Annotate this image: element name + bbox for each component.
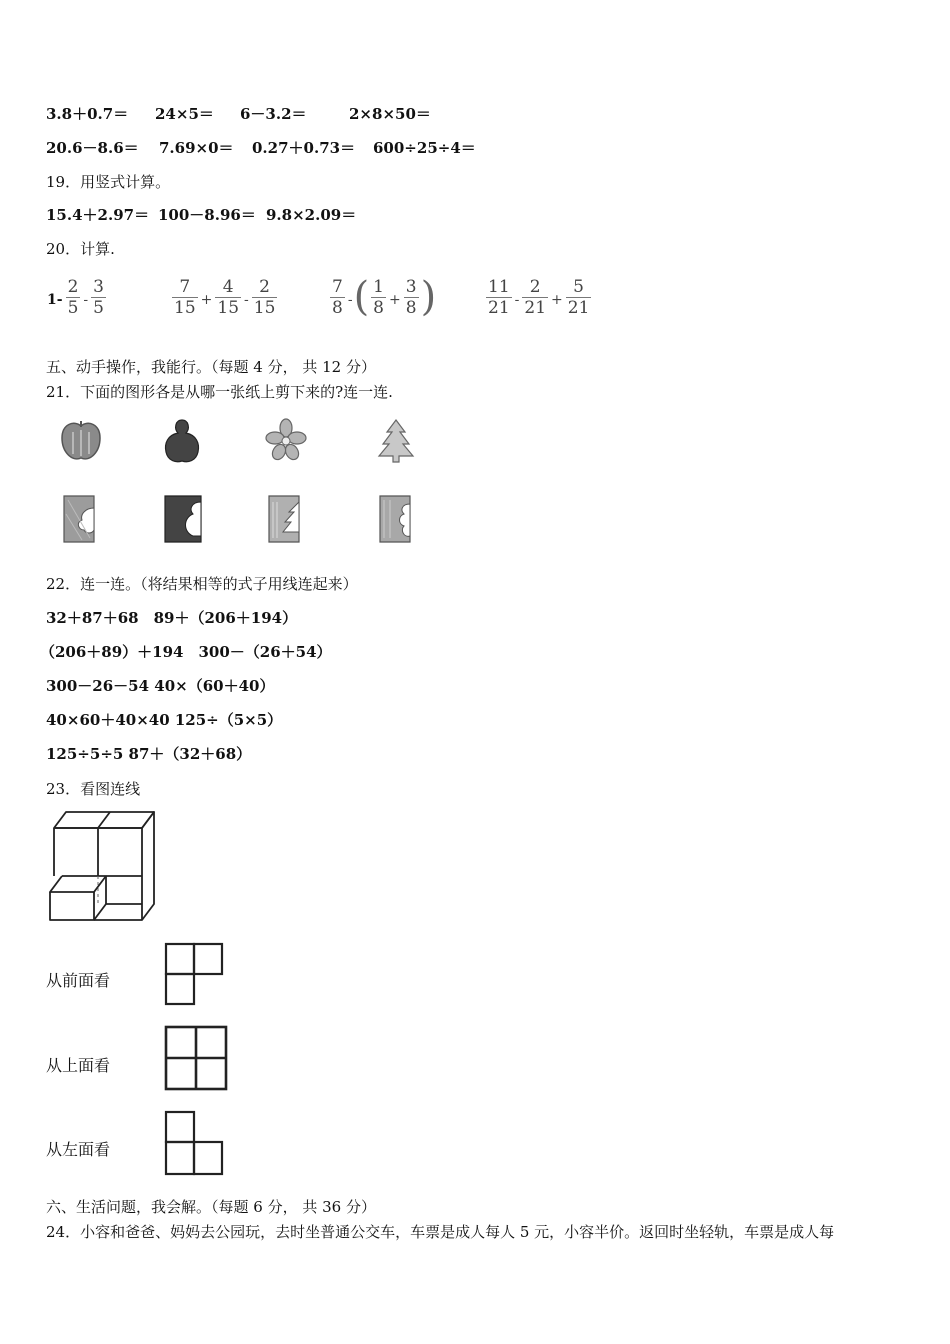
q21-title: 21．下面的图形各是从哪一张纸上剪下来的?连一连. [46,383,393,401]
q22-row-3: 300－26－54 40×（60＋40） [46,677,275,695]
left-view-grid [162,1108,226,1178]
view-label-left: 从左面看 [46,1140,111,1159]
fraction-expression-2: 7 15 + $\frac{4}{15}$ - 2 15 [174,276,276,318]
calc-item: 7.69×0＝ [159,139,234,157]
fraction: 7 8 [332,276,343,318]
q22-row-5: 125÷5÷5 87＋（32＋68） [46,745,252,763]
q19-items [46,204,356,225]
q23-title: 23．看图连线 [46,780,141,798]
calc-item: 0.27＋0.73＝ [252,139,356,157]
section-5-title: 五、动手操作，我能行。（每题 4 分， 共 12 分） [46,358,376,376]
paper-with-flower-hole-icon [378,494,412,544]
fraction: $\frac{3}{8}$ [405,276,417,318]
q22-title: 22．连一连。（将结果相等的式子用线连起来） [46,575,358,593]
fraction-expression-4: 11 21 - 2 21 + $\frac{5}{21}$ [488,276,590,318]
calc-item: 600÷25÷4＝ [373,139,476,157]
q20-title: 20．计算. [46,240,115,258]
calc-item: 20.6－8.6＝ [46,139,139,157]
vertical-calc-item: 15.4＋2.97＝ [46,206,150,224]
paper-with-gourd-hole-icon [163,494,203,544]
fraction-expression-3: 7 8 - ( 1 8 + $\frac{3}{8}$ ) [332,274,437,320]
gourd-cutout-icon [162,417,202,465]
view-label-front: 从前面看 [46,971,111,990]
q22-row-1: 32＋87＋68 89＋（206＋194） [46,609,298,627]
fraction: 11 21 [488,276,510,318]
calc-item: 2×8×50＝ [349,105,431,123]
paper-with-leaf-hole-icon [62,494,96,544]
calc-item: 6－3.2＝ [240,105,307,123]
top-view-grid [162,1023,230,1093]
apple-cutout-icon [58,418,104,464]
q22-row-4: 40×60＋40×40 125÷（5×5） [46,711,283,729]
q24-text: 24．小容和爸爸、妈妈去公园玩，去时坐普通公交车，车票是成人每人 5 元，小容半价。返回时坐轻轨，车票是成人每 [46,1223,835,1241]
section-6-title: 六、生活问题，我会解。（每题 6 分， 共 36 分） [46,1198,376,1216]
vertical-calc-item: 100－8.96＝ [158,206,256,224]
fraction: $\frac{5}{21}$ [567,276,590,318]
oral-calc-row-2 [46,137,476,158]
fraction: $\frac{4}{15}$ [217,276,240,318]
front-view-grid [162,940,226,1008]
calc-item: 3.8＋0.7＝ [46,105,129,123]
fraction: 2 21 [524,276,547,318]
paper-with-tree-hole-icon [267,494,301,544]
fraction: 1 8 [373,276,384,318]
fraction: 2 5 [67,276,79,318]
flower-cutout-icon [264,418,308,462]
fraction-expression-1: 1- 2 5 - 3 5 [47,276,104,318]
calc-item: 24×5＝ [155,105,214,123]
view-label-top: 从上面看 [46,1056,111,1075]
fraction: 3 5 [93,276,104,318]
cube-stack-figure [44,808,158,926]
q22-row-2: （206＋89）＋194 300－（26＋54） [40,643,332,661]
fraction: 7 15 [174,276,196,318]
pine-tree-cutout-icon [376,418,416,464]
vertical-calc-item: 9.8×2.09＝ [266,206,357,224]
fraction: 2 15 [253,276,276,318]
oral-calc-row-1 [46,103,431,124]
q19-title: 19．用竖式计算。 [46,173,171,191]
